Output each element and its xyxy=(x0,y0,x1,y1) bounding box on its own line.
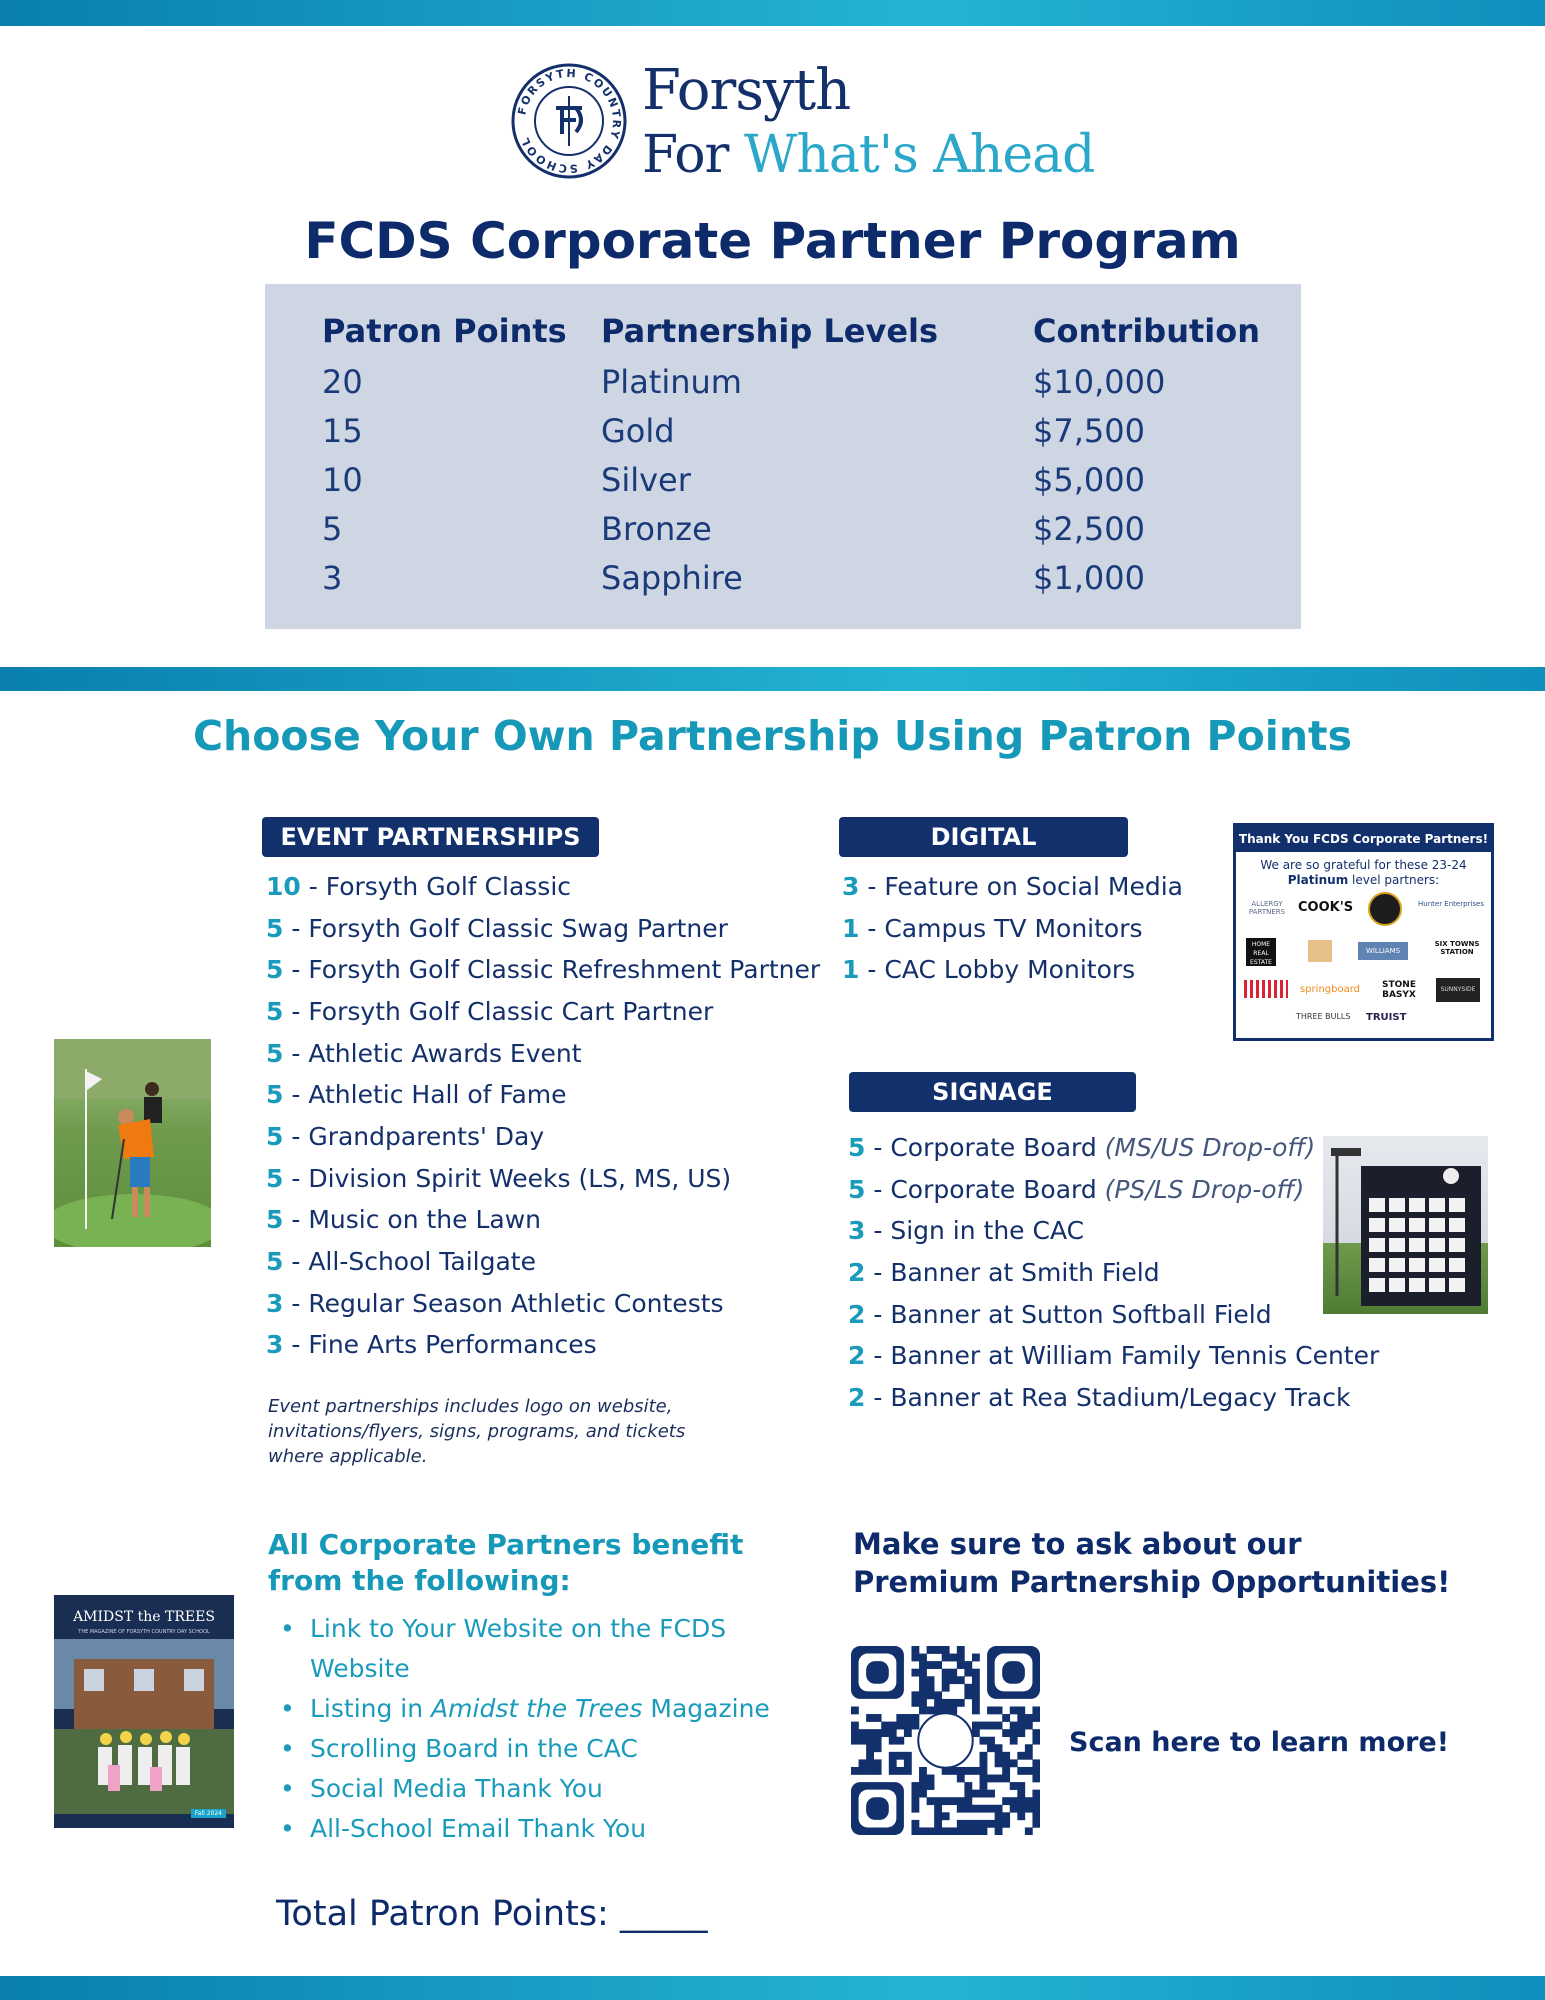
list-item xyxy=(848,1175,1304,1204)
digital-label: DIGITAL xyxy=(839,817,1128,857)
list-item xyxy=(266,914,728,943)
bottom-accent-bar xyxy=(0,1976,1545,2000)
partner-logo: springboard xyxy=(1300,984,1361,995)
signage-label: SIGNAGE xyxy=(849,1072,1136,1112)
item-text: Listing in xyxy=(310,1694,432,1723)
list-item xyxy=(266,1205,541,1234)
list-item xyxy=(848,1258,1160,1287)
item-text: - CAC Lobby Monitors xyxy=(859,955,1136,984)
table-header-contribution: Contribution xyxy=(1033,312,1261,350)
magazine-cover xyxy=(54,1595,234,1828)
table-cell-level: Silver xyxy=(601,461,691,499)
points: 3 xyxy=(842,872,860,901)
table-cell-contribution: $10,000 xyxy=(1033,363,1166,401)
list-item xyxy=(280,1694,770,1723)
brand-line-2 xyxy=(642,122,1094,188)
list-item xyxy=(842,872,1183,901)
total-patron-points: Total Patron Points: _____ xyxy=(276,1894,708,1934)
bullet-icon: • xyxy=(280,1614,295,1643)
table-cell-contribution: $7,500 xyxy=(1033,412,1145,450)
item-text: All-School Email Thank You xyxy=(310,1814,647,1843)
bullet-icon: • xyxy=(280,1734,295,1763)
thank-you-card-line1: We are so grateful for these 23-24 xyxy=(1260,858,1467,872)
points: 5 xyxy=(848,1133,866,1162)
thank-you-card-line2-bold: Platinum xyxy=(1287,873,1349,887)
points: 5 xyxy=(266,914,284,943)
list-item xyxy=(842,914,1143,943)
points: 1 xyxy=(842,955,860,984)
partner-logo: THREE BULLS xyxy=(1296,1012,1351,1021)
magazine-subtitle: THE MAGAZINE OF FORSYTH COUNTRY DAY SCHOOL xyxy=(78,1629,210,1635)
list-item xyxy=(266,955,820,984)
item-text: - Athletic Hall of Fame xyxy=(283,1080,567,1109)
item-text: - Division Spirit Weeks (LS, MS, US) xyxy=(283,1164,732,1193)
bullet-icon: • xyxy=(280,1694,295,1723)
list-item xyxy=(266,872,571,901)
partner-logo: WILLIAMS xyxy=(1358,942,1408,960)
table-cell-level: Platinum xyxy=(601,363,742,401)
thank-you-card-line2-rest: level partners: xyxy=(1348,873,1440,887)
item-note: (MS/US Drop-off) xyxy=(1104,1133,1316,1162)
points: 2 xyxy=(848,1258,866,1287)
premium-line: Premium Partnership Opportunities! xyxy=(853,1565,1451,1599)
item-text: Social Media Thank You xyxy=(310,1774,603,1803)
magazine-name: Amidst the Trees xyxy=(431,1694,643,1723)
thank-you-card-title: Thank You FCDS Corporate Partners! xyxy=(1236,826,1491,852)
item-text: - Banner at Rea Stadium/Legacy Track xyxy=(865,1383,1351,1412)
thank-you-card-line2 xyxy=(1236,873,1491,888)
partner-logo: Hunter Enterprises xyxy=(1418,900,1484,908)
table-header-points: Patron Points xyxy=(322,312,567,350)
magazine-title: AMIDST the TREES xyxy=(73,1609,215,1625)
points: 2 xyxy=(848,1383,866,1412)
benefits-title xyxy=(268,1527,743,1599)
item-text: - Banner at Smith Field xyxy=(865,1258,1160,1287)
points: 5 xyxy=(266,1164,284,1193)
section-title: Choose Your Own Partnership Using Patron Points xyxy=(192,712,1353,760)
list-item xyxy=(266,1289,724,1318)
item-text: - Fine Arts Performances xyxy=(283,1330,597,1359)
item-text: Scrolling Board in the CAC xyxy=(310,1734,638,1763)
list-item xyxy=(266,997,713,1026)
brand-line-2-a: For xyxy=(642,125,744,185)
thank-you-card xyxy=(1233,823,1494,1041)
points: 5 xyxy=(266,1205,284,1234)
qr-code[interactable] xyxy=(851,1646,1040,1835)
item-text: - Campus TV Monitors xyxy=(859,914,1143,943)
points: 5 xyxy=(266,1039,284,1068)
premium-callout xyxy=(853,1525,1450,1601)
table-cell-level: Sapphire xyxy=(601,559,743,597)
list-item xyxy=(848,1300,1272,1329)
table-cell-points: 20 xyxy=(322,363,363,401)
partner-logo-emblem xyxy=(1308,940,1332,962)
item-text: - Forsyth Golf Classic xyxy=(300,872,572,901)
points: 10 xyxy=(266,872,301,901)
list-item xyxy=(266,1080,567,1109)
list-item xyxy=(842,955,1135,984)
event-note-line: Event partnerships includes logo on website, xyxy=(268,1396,673,1417)
item-text: - Regular Season Athletic Contests xyxy=(283,1289,724,1318)
benefits-title-line: All Corporate Partners benefit xyxy=(268,1528,744,1561)
item-text: - Corporate Board xyxy=(865,1133,1105,1162)
list-item xyxy=(848,1383,1350,1412)
points: 5 xyxy=(266,1122,284,1151)
item-note: (PS/LS Drop-off) xyxy=(1104,1175,1305,1204)
event-note-line: invitations/flyers, signs, programs, and tickets xyxy=(268,1421,686,1442)
partner-logo: SIX TOWNS STATION xyxy=(1434,940,1480,956)
points: 5 xyxy=(848,1175,866,1204)
magazine-issue: Fall 2024 xyxy=(191,1809,226,1818)
school-seal-logo xyxy=(510,62,628,180)
premium-line: Make sure to ask about our xyxy=(853,1527,1302,1561)
table-cell-contribution: $5,000 xyxy=(1033,461,1145,499)
partner-logo: STONE BASYX xyxy=(1382,980,1416,1000)
middle-accent-bar xyxy=(0,667,1545,691)
partner-logo-emblem xyxy=(1368,892,1402,926)
partner-logo: COOK'S xyxy=(1298,900,1354,915)
event-note xyxy=(268,1394,728,1469)
list-item xyxy=(848,1133,1315,1162)
list-item xyxy=(280,1814,647,1843)
levels-table xyxy=(265,284,1301,629)
list-item xyxy=(266,1039,582,1068)
item-text: - Forsyth Golf Classic Swag Partner xyxy=(283,914,728,943)
points: 5 xyxy=(266,1080,284,1109)
list-item xyxy=(848,1341,1379,1370)
brand-line-1: Forsyth xyxy=(642,58,851,123)
item-text: Link to Your Website on the FCDS xyxy=(310,1614,727,1643)
partner-logo: SUNNYSIDE xyxy=(1436,978,1480,1002)
item-text: - All-School Tailgate xyxy=(283,1247,536,1276)
list-item xyxy=(266,1122,544,1151)
points: 3 xyxy=(266,1330,284,1359)
item-text: - Banner at William Family Tennis Center xyxy=(865,1341,1380,1370)
table-cell-points: 3 xyxy=(322,559,343,597)
seal-text: FORSYTH COUNTRY DAY SCHOOL xyxy=(515,66,624,176)
list-item xyxy=(266,1164,731,1193)
bullet-icon: • xyxy=(280,1814,295,1843)
item-text: - Athletic Awards Event xyxy=(283,1039,582,1068)
item-text: - Sign in the CAC xyxy=(865,1216,1085,1245)
table-cell-level: Bronze xyxy=(601,510,712,548)
item-text: Magazine xyxy=(642,1694,770,1723)
item-text: - Grandparents' Day xyxy=(283,1122,545,1151)
list-item xyxy=(280,1734,638,1763)
item-text: - Corporate Board xyxy=(865,1175,1105,1204)
points: 5 xyxy=(266,997,284,1026)
list-item xyxy=(280,1614,727,1643)
points: 3 xyxy=(266,1289,284,1318)
list-item xyxy=(280,1774,603,1803)
item-text: - Banner at Sutton Softball Field xyxy=(865,1300,1272,1329)
item-text: - Forsyth Golf Classic Refreshment Partner xyxy=(283,955,821,984)
partner-logo: HOME REAL ESTATE xyxy=(1246,938,1276,966)
page-title: FCDS Corporate Partner Program xyxy=(304,212,1241,270)
item-text: - Feature on Social Media xyxy=(859,872,1183,901)
table-cell-contribution: $1,000 xyxy=(1033,559,1145,597)
table-cell-points: 5 xyxy=(322,510,343,548)
item-text: - Music on the Lawn xyxy=(283,1205,541,1234)
partner-logo: TRUIST xyxy=(1366,1012,1407,1023)
list-item xyxy=(266,1330,597,1359)
signage-photo xyxy=(1323,1136,1488,1314)
bullet-icon: • xyxy=(280,1774,295,1803)
brand-line-2-b: What's Ahead xyxy=(743,125,1095,185)
points: 2 xyxy=(848,1300,866,1329)
event-partnerships-label: EVENT PARTNERSHIPS xyxy=(262,817,599,857)
item-text: - Forsyth Golf Classic Cart Partner xyxy=(283,997,714,1026)
table-cell-points: 10 xyxy=(322,461,363,499)
list-item xyxy=(266,1247,536,1276)
table-cell-level: Gold xyxy=(601,412,675,450)
top-accent-bar xyxy=(0,0,1545,26)
table-cell-points: 15 xyxy=(322,412,363,450)
points: 1 xyxy=(842,914,860,943)
points: 2 xyxy=(848,1341,866,1370)
table-cell-contribution: $2,500 xyxy=(1033,510,1145,548)
event-note-line: where applicable. xyxy=(268,1446,428,1467)
scan-cta: Scan here to learn more! xyxy=(1069,1727,1450,1758)
list-item-continuation: Website xyxy=(310,1654,410,1683)
partner-logo-emblem xyxy=(1244,980,1288,998)
points: 3 xyxy=(848,1216,866,1245)
golf-photo xyxy=(54,1039,211,1247)
benefits-title-line: from the following: xyxy=(268,1564,571,1597)
partner-logos xyxy=(1236,888,1491,1028)
points: 5 xyxy=(266,955,284,984)
table-header-levels: Partnership Levels xyxy=(601,312,939,350)
points: 5 xyxy=(266,1247,284,1276)
partner-logo: ALLERGY PARTNERS xyxy=(1248,900,1286,916)
list-item xyxy=(848,1216,1084,1245)
